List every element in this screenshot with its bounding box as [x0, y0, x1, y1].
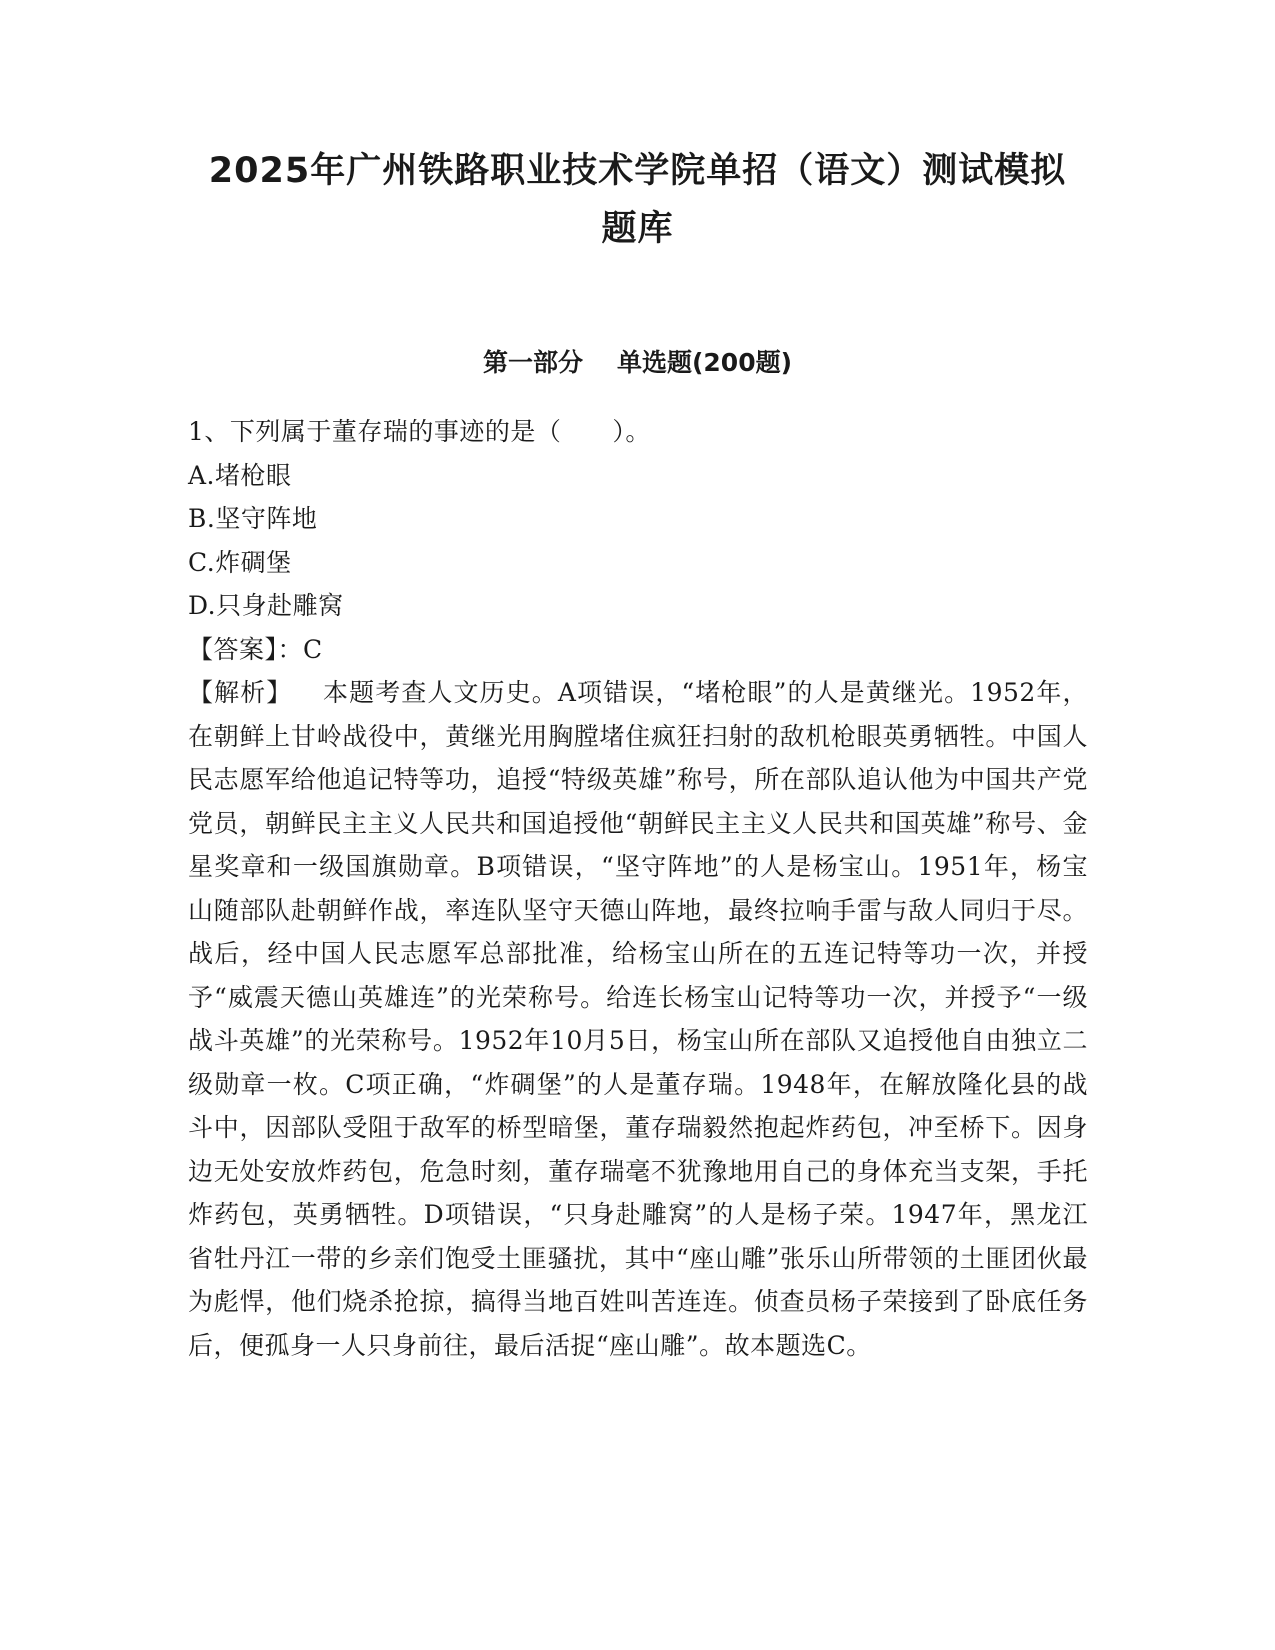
analysis-paragraph [188, 671, 1088, 1367]
option-d: D.只身赴雕窝 [188, 591, 344, 620]
section-part: 第一部分 [482, 348, 583, 377]
section-heading [150, 346, 1125, 380]
option-b: B.坚守阵地 [188, 504, 318, 533]
answer-value: C [303, 634, 323, 664]
analysis-label: 【解析】 [188, 678, 293, 707]
document-title-line1: 2025年广州铁路职业技术学院单招（语文）测试模拟 [208, 151, 1067, 191]
document-title [150, 142, 1125, 258]
question-stem: 1、下列属于董存瑞的事迹的是（ ）。 [188, 417, 651, 446]
question-block [188, 410, 1088, 1367]
analysis-text: 本题考查人文历史。A项错误，“堵枪眼”的人是黄继光。1952年，在朝鲜上甘岭战役中，黄继光用胸膛堵住疯狂扫射的敌机枪眼英勇牺牲。中国人民志愿军给他追记特等功，追授“特级英雄”称号，所在部队追认他为中国共产党党员，朝鲜民主主义人民共和国追授他“朝鲜民主主义人民共和国英雄”称号、金星奖章和一级国旗勋章。B项错误，“坚守阵地”的人是杨宝山。1951年，杨宝山随部队赴朝鲜作战，率连队坚守天德山阵地，最终拉响手雷与敌人同归于尽。战后，经中国人民志愿军总部批准，给杨宝山所在的五连记特等功一次，并授予“威震天德山英雄连”的光荣称号。给连长杨宝山记特等功一次，并授予“一级战斗英雄”的光荣称号。1952年10月5日，杨宝山所在部队又追授他自由独立二级勋章一枚。C项正确，“炸碉堡”的人是董存瑞。1948年，在解放隆化县的战斗中，因部队受阻于敌军的桥型暗堡，董存瑞毅然抱起炸药包，冲至桥下。因身边无处安放炸药包，危急时刻，董存瑞毫不犹豫地用自己的身体充当支架，手托炸药包，英勇牺牲。D项错误，“只身赴雕窝”的人是杨子荣。1947年，黑龙江省牡丹江一带的乡亲们饱受土匪骚扰，其中“座山雕”张乐山所带领的土匪团伙最为彪悍，他们烧杀抢掠，搞得当地百姓叫苦连连。侦查员杨子荣接到了卧底任务后，便孤身一人只身前往，最后活捉“座山雕”。故本题选C。 [188, 678, 1088, 1360]
option-c: C.炸碉堡 [188, 547, 292, 577]
section-name: 单选题(200题) [616, 348, 793, 377]
answer-label: 【答案】： [188, 634, 304, 664]
option-a: A.堵枪眼 [188, 460, 292, 490]
document-title-line2: 题库 [601, 209, 674, 249]
answer-line [188, 628, 1088, 672]
